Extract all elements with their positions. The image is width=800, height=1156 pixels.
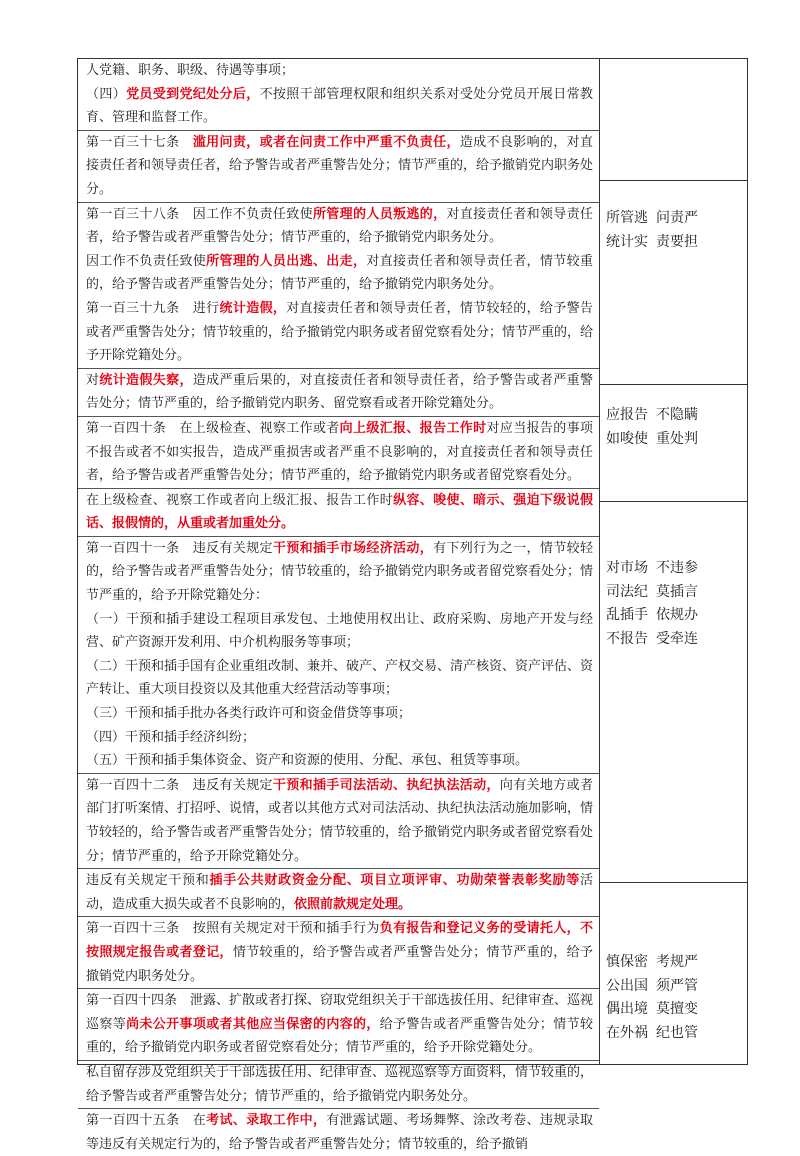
highlighted-text: 滥用问责，或者在问责工作中严重不负责任，: [192, 134, 460, 150]
mnemonic-line: 不报告: [606, 630, 648, 647]
mnemonic-verse: [606, 207, 744, 254]
body-text: 在上级检查、视察工作或者向上级汇报、报告工作时: [86, 492, 394, 508]
body-text: 对: [86, 372, 100, 388]
regulation-paragraph: [78, 749, 599, 773]
highlighted-text: 统计造假失察，: [99, 372, 193, 388]
mnemonic-line: 莫插言: [656, 583, 698, 600]
body-text: 不按照干部管理权限和组织关系对受处分党员开展日常教育、管理和监督工作。: [86, 86, 593, 126]
body-text: （四）: [86, 86, 127, 102]
body-text: （一）干预和插手建设工程项目承发包、土地使用权出让、政府采购、房地产开发与经营、矿产资源开发利用、中介机构服务等事项；: [86, 611, 593, 651]
mnemonic-line: 如唆使: [606, 430, 648, 447]
mnemonic-line: 司法纪: [606, 583, 648, 600]
regulation-paragraph: [78, 59, 599, 83]
row-divider: [600, 501, 747, 502]
mnemonic-line: 不违参: [656, 560, 698, 576]
mnemonic-line: 不隐瞒: [656, 407, 698, 423]
body-text: 有泄露试题、考场舞弊、涂改考卷、违规录取等违反有关规定行为的，给予警告或者严重警告处分；情节较重的，给予撤销: [86, 1113, 593, 1152]
mnemonic-line: 责要担: [656, 233, 698, 250]
regulation-paragraph: [78, 988, 599, 1060]
regulation-paragraph: [78, 702, 599, 726]
mnemonic-line: 统计实: [606, 233, 648, 250]
highlighted-text: 干预和插手市场经济活动，: [272, 540, 434, 556]
body-text: 第一百四十一条 违反有关规定: [86, 540, 273, 556]
mnemonic-line: 对市场: [606, 560, 648, 576]
row-divider: [600, 180, 747, 181]
mnemonic-line: 受牵连: [656, 630, 698, 647]
body-text: 违反有关规定干预和: [86, 873, 210, 889]
highlighted-text: 党员受到党纪处分后，: [126, 86, 260, 102]
highlighted-text: 纵容、唆使、暗示、强迫下级说假话、报假情的，从重或者加重处分。: [86, 492, 593, 532]
mnemonic-line: 须严管: [656, 977, 698, 994]
regulation-paragraph: [78, 773, 599, 868]
mnemonic-line: 公出国: [606, 977, 648, 994]
highlighted-text: 考试、录取工作中，: [206, 1113, 327, 1129]
body-text: （四）干预和插手经济纠纷；: [86, 729, 256, 745]
regulation-paragraph: [78, 488, 599, 536]
body-text: 第一百四十二条 违反有关规定: [86, 777, 273, 793]
row-divider: [600, 384, 747, 385]
highlighted-text: 干预和插手司法活动、执纪执法活动，: [272, 777, 500, 793]
mnemonic-verse: [606, 557, 744, 651]
highlighted-text: 向上级汇报、报告工作时: [339, 420, 487, 436]
body-text: 人党籍、职务、职级、待遇等事项；: [86, 63, 295, 78]
body-text: 因工作不负责任致使: [86, 253, 207, 269]
body-text: 第一百四十三条 按照有关规定对干预和插手行为: [86, 921, 380, 937]
regulation-paragraph: [78, 202, 599, 250]
body-text: 第一百四十五条 在: [86, 1113, 207, 1129]
body-text: 情节较重的，给予警告或者严重警告处分；情节严重的，给予撤销党内职务处分。: [86, 944, 593, 984]
mnemonic-verse: [606, 404, 744, 451]
regulation-paragraph: [78, 297, 599, 368]
regulation-paragraph: [78, 250, 599, 297]
highlighted-text: 插手公共财政资金分配、项目立项评审、功勋荣誉表彰奖励等: [209, 873, 580, 889]
highlighted-text: 所管理的人员出逃、出走，: [206, 253, 367, 269]
mnemonic-line: 应报告: [606, 407, 648, 423]
body-text: 第一百三十八条 因工作不负责任致使: [86, 206, 313, 222]
mnemonic-line: 乱插手: [606, 607, 648, 623]
highlighted-text: 负有报告和登记义务的受请托人，不按照规定报告或者登记，: [86, 921, 593, 960]
body-text: （三）干预和插手批办各类行政许可和资金借贷等事项；: [86, 706, 412, 722]
mnemonic-verse: [606, 951, 744, 1045]
highlighted-text: 依照前款规定处理。: [294, 896, 412, 912]
mnemonic-line: 偶出境: [606, 1001, 648, 1017]
body-text: 造成不良影响的，对直接责任者和领导责任者，给予警告或者严重警告处分；情节严重的，给予撤销党内职务处分。: [86, 134, 594, 197]
mnemonic-line: 重处判: [656, 430, 698, 447]
body-text: 造成严重后果的，对直接责任者和领导责任者，给予警告或者严重警告处分；情节严重的，给予撤销党内职务、留党察看或者开除党籍处分。: [86, 372, 593, 412]
mnemonic-line: 问责严: [656, 210, 698, 226]
highlighted-text: 统计造假，: [219, 300, 287, 316]
body-text: （五）干预和插手集体资金、资产和资源的使用、分配、承包、租赁等事项。: [86, 753, 529, 769]
regulation-paragraph: [78, 608, 599, 655]
body-text: 对直接责任者和领导责任者，情节较轻的，给予警告或者严重警告处分；情节较重的，给予撤销党内职务或者留党察看处分；情节严重的，给予开除党籍处分。: [86, 300, 594, 364]
body-text: 第一百三十七条: [86, 134, 193, 150]
body-text: 活动，造成重大损失或者不良影响的，: [86, 873, 593, 912]
body-text: 对应当报告的事项不报告或者不如实报告，造成严重损害或者严重不良影响的，对直接责任者和领导责任者，给予警告或者严重警告处分；情节严重的，给予撤销党内职务或者留党察看处分。: [86, 420, 593, 484]
regulation-paragraph: [78, 1060, 599, 1108]
mnemonic-line: 莫擅变: [656, 1001, 698, 1017]
regulation-paragraph: [78, 536, 599, 608]
table-frame: [77, 58, 748, 1152]
body-text: 第一百三十九条 进行: [86, 300, 220, 316]
mnemonic-column: [600, 59, 747, 1064]
mnemonic-line: 所管逃: [606, 210, 648, 226]
body-text: 给予警告或者严重警告处分；情节较重的，给予撤销党内职务或者留党察看处分；情节严重的，给予开除党籍处分。: [86, 1016, 593, 1056]
regulation-paragraph: [78, 83, 599, 130]
mnemonic-line: 在外祸: [606, 1024, 648, 1041]
body-text: 第一百四十四条 泄露、扩散或者打探、窃取党组织关于干部选拔任用、纪律审查、巡视巡察等: [86, 993, 594, 1032]
regulation-paragraph: [78, 416, 599, 488]
row-divider: [600, 882, 747, 883]
highlighted-text: 尚未公开事项或者其他应当保密的内容的，: [126, 1016, 380, 1032]
mnemonic-line: 纪也管: [656, 1024, 698, 1041]
body-text: 对直接责任者和领导责任者，给予警告或者严重警告处分；情节严重的，给予撤销党内职务处分。: [86, 206, 593, 246]
regulation-paragraph: [78, 868, 599, 916]
body-text: （二）干预和插手国有企业重组改制、兼并、破产、产权交易、清产核资、资产评估、资产转让、重大项目投资以及其他重大经营活动等事项；: [86, 658, 594, 698]
body-text: 私自留存涉及党组织关于干部选拔任用、纪律审查、巡视巡察等方面资料，情节较重的，给予警告或者严重警告处分；情节严重的，给予撤销党内职务处分。: [86, 1064, 594, 1104]
highlighted-text: 所管理的人员叛逃的，: [312, 206, 447, 222]
body-text: 向有关地方或者部门打听案情、打招呼、说情，或者以其他方式对司法活动、执纪执法活动施加影响，情节较轻的，给予警告或者严重警告处分；情节较重的，给予撤销党内职务或者留党察看处分；情节严重的，给予开除党籍处分。: [86, 777, 594, 864]
regulation-paragraph: [78, 916, 599, 988]
mnemonic-line: 考规严: [656, 954, 698, 970]
body-text: 第一百四十条 在上级检查、视察工作或者: [86, 420, 340, 436]
mnemonic-line: 慎保密: [606, 954, 648, 970]
regulation-text-column: [78, 59, 600, 1152]
regulation-paragraph: [78, 726, 599, 750]
mnemonic-line: 依规办: [656, 607, 698, 623]
body-text: 对直接责任者和领导责任者，情节较重的，给予警告或者严重警告处分；情节严重的，给予撤销党内职务处分。: [86, 253, 593, 293]
regulation-paragraph: [78, 655, 599, 702]
body-text: 有下列行为之一，情节较轻的，给予警告或者严重警告处分；情节较重的，给予撤销党内职务或者留党察看处分；情节严重的，给予开除党籍处分：: [86, 540, 594, 604]
regulation-paragraph: [78, 130, 599, 202]
regulation-paragraph: [78, 368, 599, 416]
regulation-paragraph: [78, 1108, 599, 1156]
